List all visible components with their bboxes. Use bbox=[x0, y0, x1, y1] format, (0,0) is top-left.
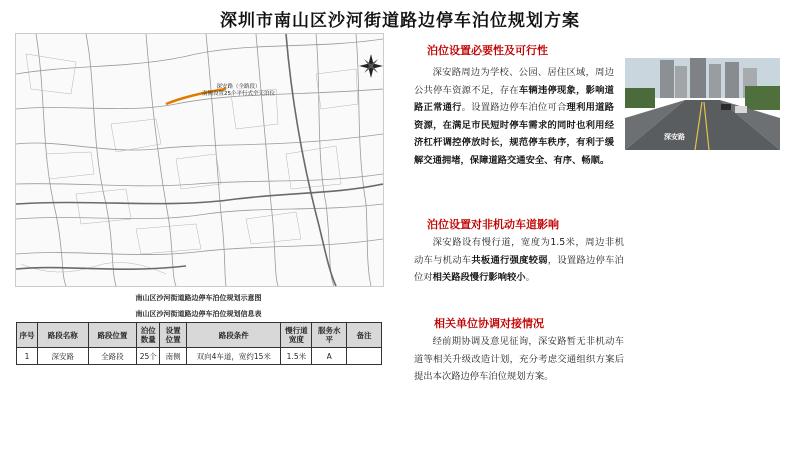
header-remarks: 备注 bbox=[347, 323, 382, 348]
callout-line-2: 南侧设置25个平行式全天泊位 bbox=[202, 91, 275, 97]
header-setting-position: 设置位置 bbox=[160, 323, 187, 348]
section-heading-necessity: 泊位设置必要性及可行性 bbox=[427, 44, 548, 57]
cell-road-position: 全路段 bbox=[88, 348, 137, 365]
section-body-impact bbox=[414, 234, 624, 287]
planning-map bbox=[15, 33, 384, 287]
header-berth-count: 泊位数量 bbox=[137, 323, 160, 348]
cell-road-name: 深安路 bbox=[37, 348, 88, 365]
street-photo bbox=[625, 58, 780, 150]
callout-line-1: 深安路（全路段） bbox=[216, 84, 261, 90]
impact-bold-1: 共板通行强度较弱 bbox=[471, 254, 548, 266]
photo-label: 深安路 bbox=[664, 133, 685, 141]
cell-slow-lane-width: 1.5米 bbox=[281, 348, 312, 365]
page-title: 深圳市南山区沙河街道路边停车泊位规划方案 bbox=[220, 11, 580, 31]
impact-bold-2: 相关路段慢行影响较小 bbox=[432, 272, 526, 284]
cell-road-condition: 双向4车道，宽约15米 bbox=[187, 348, 281, 365]
header-road-name: 路段名称 bbox=[37, 323, 88, 348]
table-row bbox=[17, 348, 382, 365]
section-heading-coordination: 相关单位协调对接情况 bbox=[434, 317, 544, 330]
cell-remarks bbox=[347, 348, 382, 365]
cell-service-level: A bbox=[312, 348, 347, 365]
parking-info-table bbox=[16, 322, 382, 365]
header-service-level: 服务水平 bbox=[312, 323, 347, 348]
header-index: 序号 bbox=[17, 323, 38, 348]
header-road-condition: 路段条件 bbox=[187, 323, 281, 348]
cell-berth-count: 25个 bbox=[137, 348, 160, 365]
table-header-row bbox=[17, 323, 382, 348]
route-callout bbox=[202, 84, 275, 98]
section-body-necessity-a bbox=[414, 64, 614, 170]
necessity-bold-2: 理利用道路资源，在满足市民短时停车需求的同时也利用经济杠杆调控停放时长，规范停车秩序，有利于缓解交通拥堵，保障道路交通安全、有序、畅顺。 bbox=[414, 102, 614, 166]
street-photo-image bbox=[625, 58, 780, 150]
necessity-bold-1: 车辆违停现象，影响道路正常通行 bbox=[414, 84, 614, 114]
map-caption: 南山区沙河街道路边停车泊位规划示意图 bbox=[135, 294, 262, 302]
cell-setting-position: 南侧 bbox=[160, 348, 187, 365]
necessity-text-2: 。设置路边停车泊位可合 bbox=[461, 102, 567, 114]
header-slow-lane-width: 慢行道宽度 bbox=[281, 323, 312, 348]
map-drawing bbox=[16, 34, 383, 286]
impact-text-1: 深安路设有慢行道，宽度为1.5米，周边非机动车与机动车 bbox=[414, 237, 624, 266]
impact-text-3: 。 bbox=[525, 272, 535, 284]
section-heading-impact: 泊位设置对非机动车道影响 bbox=[427, 218, 559, 231]
cell-index: 1 bbox=[17, 348, 38, 365]
header-road-position: 路段位置 bbox=[88, 323, 137, 348]
section-body-coordination: 经前期协调及意见征询，深安路暂无非机动车道等相关升级改造计划，充分考虑交通组织方案后提出本次路边停车泊位规划方案。 bbox=[414, 336, 624, 383]
compass-icon bbox=[359, 54, 383, 78]
necessity-text-1: 深安路周边为学校、公园、居住区域，周边公共停车资源不足，存在 bbox=[414, 67, 614, 96]
table-caption: 南山区沙河街道路边停车泊位规划信息表 bbox=[135, 310, 262, 318]
impact-text-2: ，设置路边停车泊位对 bbox=[414, 254, 624, 284]
